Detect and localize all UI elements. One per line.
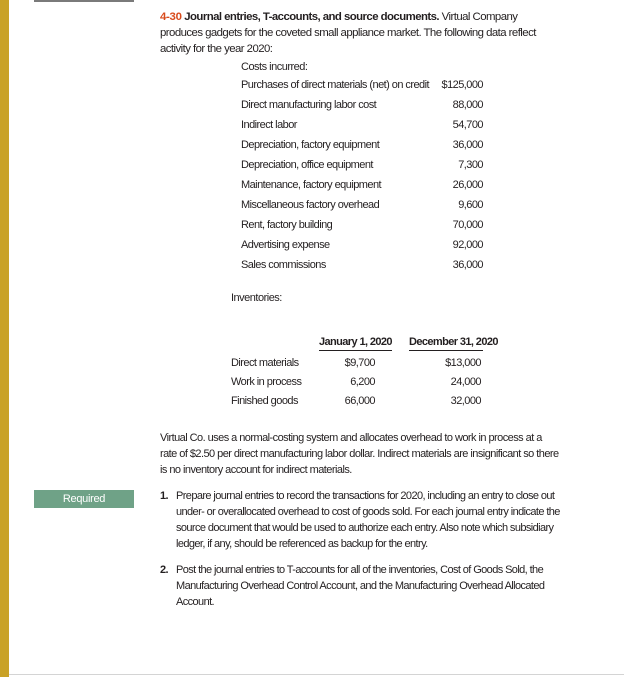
inventory-row xyxy=(231,354,481,372)
problem-intro: Virtual Company produces gadgets for the coveted small appliance market. The following data reflect activity for the year 2020: xyxy=(160,11,536,55)
col-header-december: December 31, 2020 xyxy=(409,336,498,348)
col-header-january: January 1, 2020 xyxy=(319,336,392,348)
bottom-divider xyxy=(9,674,624,675)
cost-label: Indirect labor xyxy=(241,119,297,131)
inventory-jan-value: 66,000 xyxy=(344,395,375,407)
cost-value: 88,000 xyxy=(452,99,483,111)
inventory-label: Direct materials xyxy=(231,357,299,369)
cost-value: 26,000 xyxy=(452,179,483,191)
cost-row xyxy=(241,217,483,234)
cost-row xyxy=(241,177,483,194)
cost-row xyxy=(241,257,483,274)
inventory-jan-value: $9,700 xyxy=(344,357,375,369)
cost-row xyxy=(241,77,483,94)
cost-value: 7,300 xyxy=(458,159,483,171)
inventories-label: Inventories: xyxy=(231,292,282,304)
col-underline xyxy=(319,350,392,351)
cost-value: 9,600 xyxy=(458,199,483,211)
narrative-paragraph: Virtual Co. uses a normal-costing system and allocates overhead to work in process at a rate of $2.50 per direct manufacturing labor dollar. Indirect materials are insignificant so there is no inventory account for indirect materials. xyxy=(160,432,559,476)
cost-value: 36,000 xyxy=(452,139,483,151)
cost-row xyxy=(241,237,483,254)
top-rule xyxy=(34,0,134,2)
left-accent-bar xyxy=(0,0,9,677)
cost-value: 70,000 xyxy=(452,219,483,231)
required-item xyxy=(160,488,560,552)
required-item-number: 2. xyxy=(160,564,168,576)
cost-row xyxy=(241,117,483,134)
cost-label: Advertising expense xyxy=(241,239,330,251)
cost-label: Depreciation, factory equipment xyxy=(241,139,380,151)
cost-row xyxy=(241,97,483,114)
cost-label: Depreciation, office equipment xyxy=(241,159,373,171)
inventory-row xyxy=(231,373,481,391)
cost-row xyxy=(241,157,483,174)
cost-row xyxy=(241,197,483,214)
cost-label: Direct manufacturing labor cost xyxy=(241,99,377,111)
costs-incurred-label: Costs incurred: xyxy=(241,61,308,73)
inventory-dec-value: 24,000 xyxy=(450,376,481,388)
cost-label: Purchases of direct materials (net) on credit xyxy=(241,79,430,91)
inventory-jan-value: 6,200 xyxy=(350,376,375,388)
cost-value: 36,000 xyxy=(452,259,483,271)
required-item-number: 1. xyxy=(160,490,168,502)
cost-label: Miscellaneous factory overhead xyxy=(241,199,380,211)
required-badge: Required xyxy=(34,490,134,508)
cost-value: $125,000 xyxy=(441,79,483,91)
required-item-text: Prepare journal entries to record the transactions for 2020, including an entry to close out under- or overallocated overhead to cost of goods sold. For each journal entry indicate the source document that would be used to authorize each entry. Also note which subsidiary ledger, if any, should be referenced as backup for the entry. xyxy=(176,490,560,550)
inventory-row xyxy=(231,392,481,410)
problem-number: 4-30 xyxy=(160,11,182,23)
col-underline xyxy=(409,350,483,351)
inventory-dec-value: $13,000 xyxy=(445,357,481,369)
cost-row xyxy=(241,137,483,154)
inventory-label: Work in process xyxy=(231,376,302,388)
cost-label: Sales commissions xyxy=(241,259,326,271)
problem-title: Journal entries, T-accounts, and source documents. xyxy=(184,11,440,23)
problem-header xyxy=(160,9,560,57)
inventory-dec-value: 32,000 xyxy=(450,395,481,407)
cost-label: Rent, factory building xyxy=(241,219,333,231)
required-item-text: Post the journal entries to T-accounts for all of the inventories, Cost of Goods Sold, the Manufacturing Overhead Control Account, and the Manufacturing Overhead Allocated Account. xyxy=(176,564,545,608)
required-item xyxy=(160,562,560,610)
cost-value: 92,000 xyxy=(452,239,483,251)
inventory-label: Finished goods xyxy=(231,395,298,407)
cost-value: 54,700 xyxy=(452,119,483,131)
cost-label: Maintenance, factory equipment xyxy=(241,179,382,191)
